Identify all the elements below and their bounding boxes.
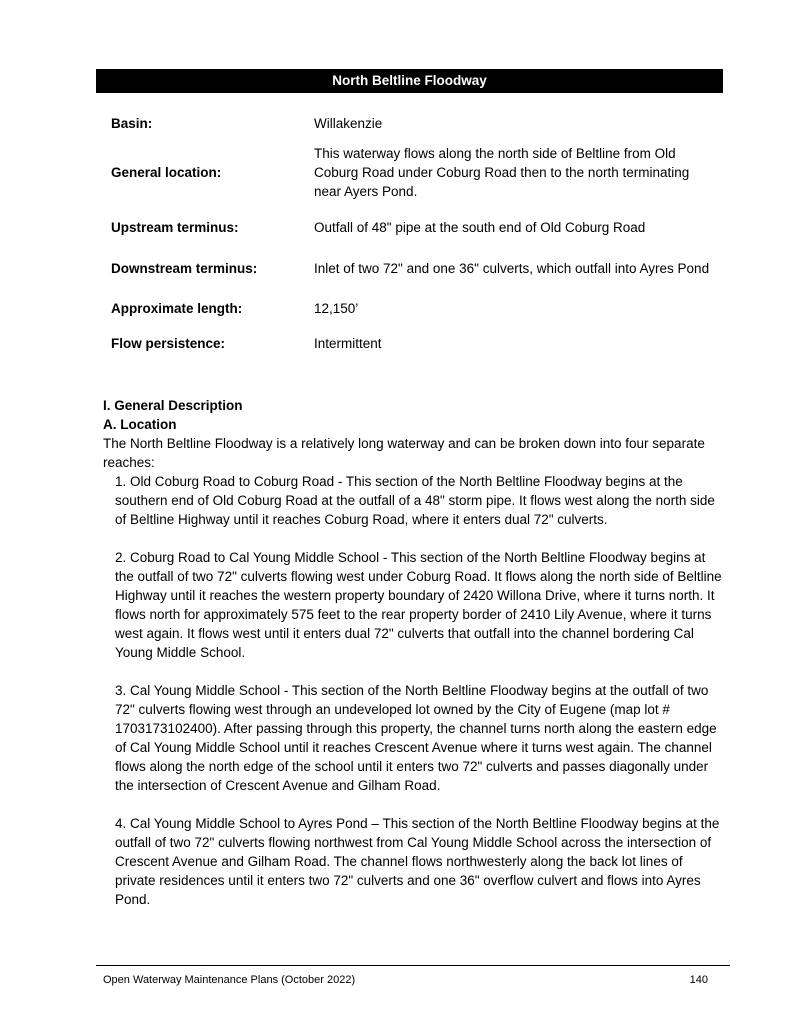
- length-label: Approximate length:: [111, 300, 243, 316]
- location-label: General location:: [111, 164, 222, 180]
- waterway-info-table: [111, 108, 723, 357]
- info-row-downstream: [111, 249, 723, 287]
- reach-4-paragraph: 4. Cal Young Middle School to Ayres Pond – This section of the North Beltline Floodway begins at the outfall of two 72" culverts flowing northwest from Cal Young Middle School across the intersection of Crescent Avenue and Gilham Road. The channel flows northwesterly along the back lot lines of private residences until it enters two 72" culverts and one 36" overflow culvert and flows into Ayres Pond.: [115, 816, 720, 907]
- section-heading: I. General Description: [103, 398, 243, 413]
- reach-2-paragraph: 2. Coburg Road to Cal Young Middle School - This section of the North Beltline Floodway begins at the outfall of two 72" culverts flowing west under Coburg Road. It flows along the north side of Beltline Highway until it reaches the western property boundary of 2420 Willona Drive, where it turns north. It flows north for approximately 575 feet to the rear property border of 2410 Lily Avenue, where it turns west again. It flows west until it enters dual 72" culverts that outfall into the channel bordering Cal Young Middle School.: [115, 550, 722, 660]
- footer-text: Open Waterway Maintenance Plans (October 2022): [103, 974, 356, 986]
- footer-divider: [96, 965, 730, 966]
- location-value: This waterway flows along the north side of Beltline from Old Coburg Road under Coburg Road then to the north terminating near Ayers Pond.: [314, 145, 690, 199]
- flow-label: Flow persistence:: [111, 335, 226, 351]
- basin-value: Willakenzie: [314, 115, 383, 131]
- flow-value: Intermittent: [314, 335, 382, 351]
- page-footer: [103, 974, 708, 986]
- info-row-flow: [111, 329, 723, 357]
- section-subheading: A. Location: [103, 417, 177, 432]
- reach-3-paragraph: 3. Cal Young Middle School - This section of the North Beltline Floodway begins at the outfall of two 72" culverts flowing west through an undeveloped lot owned by the City of Eugene (map lot # 1703173102400). After passing through this property, the channel turns north along the eastern edge of Cal Young Middle School until it reaches Crescent Avenue where it turns west again. The channel flows along the north edge of the school until it enters two 72" culverts and passes diagonally under the intersection of Crescent Avenue and Gilham Road.: [115, 683, 717, 793]
- info-row-upstream: [111, 206, 723, 249]
- general-description: [103, 396, 723, 909]
- info-row-basin: [111, 108, 723, 138]
- info-row-location: [111, 138, 723, 206]
- upstream-value: Outfall of 48" pipe at the south end of Old Coburg Road: [314, 220, 646, 235]
- length-value: 12,150’: [314, 300, 359, 316]
- page-title: North Beltline Floodway: [96, 69, 723, 93]
- basin-label: Basin:: [111, 115, 153, 131]
- info-row-length: [111, 287, 723, 329]
- reach-1-paragraph: 1. Old Coburg Road to Coburg Road - This section of the North Beltline Floodway begins at the southern end of Old Coburg Road at the outfall of a 48" storm pipe. It flows west along the north side of Beltline Highway until it reaches Coburg Road, where it enters dual 72" culverts.: [115, 474, 715, 527]
- intro-paragraph: The North Beltline Floodway is a relatively long waterway and can be broken down into four separate reaches:: [103, 436, 705, 470]
- downstream-label: Downstream terminus:: [111, 260, 258, 276]
- page-number: 140: [689, 974, 708, 986]
- downstream-value: Inlet of two 72" and one 36" culverts, which outfall into Ayres Pond: [314, 260, 710, 276]
- upstream-label: Upstream terminus:: [111, 220, 239, 235]
